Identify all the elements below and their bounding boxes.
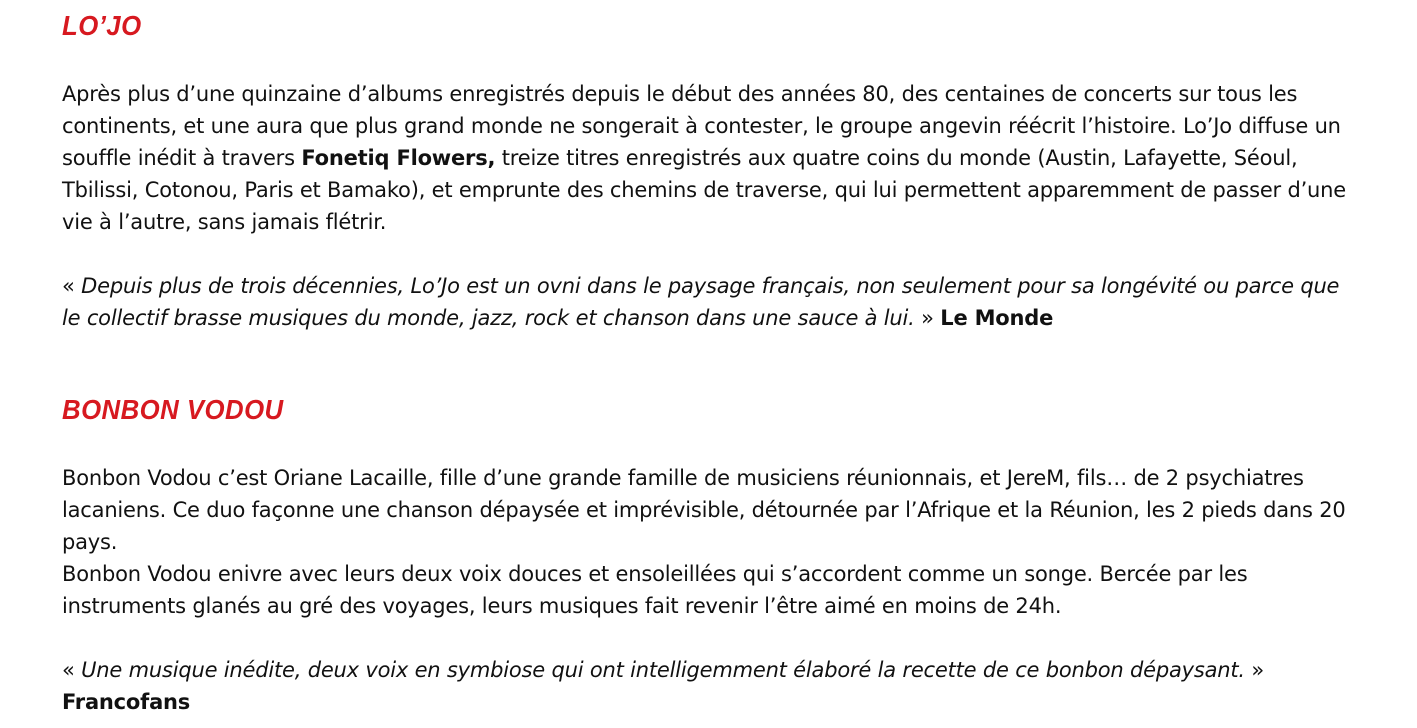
paragraph-text: Après plus d’une quinzaine d’albums enregistrés depuis le début des années 80, des centaines de concerts sur tous les continents, et une aura que plus grand monde ne songerait à contester, le groupe angevin réécrit l’histoire. Lo’Jo diffuse un souffle inédit à travers [62,82,1341,170]
press-quote-lojo [62,270,1362,334]
quote-source: Francofans [62,690,191,714]
paragraph-text: Bonbon Vodou c’est Oriane Lacaille, fille d’une grande famille de musiciens réunionnais, et JereM, fils… de 2 psychiatres lacaniens. Ce duo façonne une chanson dépaysée et imprévisible, détournée par l’Afrique et la Réunion, les 2 pieds dans 20 pays. [62,466,1346,554]
paragraph-text: Bonbon Vodou enivre avec leurs deux voix douces et ensoleillées qui s’accordent comme un songe. Bercée par les instruments glanés au gré des voyages, leurs musiques fait revenir l’être aimé en moins de 24h. [62,562,1248,618]
section-paragraph-bonbon-vodou [62,462,1362,622]
paragraph-text: treize titres enregistrés aux quatre coins du monde (Austin, Lafayette, Séoul, Tbilissi, Cotonou, Paris et Bamako), et emprunte des chemins de traverse, qui lui permettent apparemment de passer d’une vie à l’autre, sans jamais flétrir. [62,146,1346,234]
quote-open: « [62,658,82,682]
press-quote-bonbon-vodou [62,654,1362,718]
quote-text: Une musique inédite, deux voix en symbiose qui ont intelligemment élaboré la recette de ce bonbon dépaysant. [81,658,1245,682]
quote-close: » [914,306,941,330]
section-title-bonbon-vodou: BONBON VODOU [62,394,284,425]
album-title: Fonetiq Flowers, [301,146,496,170]
quote-close: » [1244,658,1265,682]
section-paragraph-lojo [62,78,1362,238]
quote-open: « [62,274,82,298]
quote-source: Le Monde [940,306,1054,330]
section-title-lojo: LO’JO [62,10,142,41]
quote-text: Depuis plus de trois décennies, Lo’Jo est un ovni dans le paysage français, non seulement pour sa longévité ou parce que le collectif brasse musiques du monde, jazz, rock et chanson dans une sauce à lui. [62,274,1340,330]
